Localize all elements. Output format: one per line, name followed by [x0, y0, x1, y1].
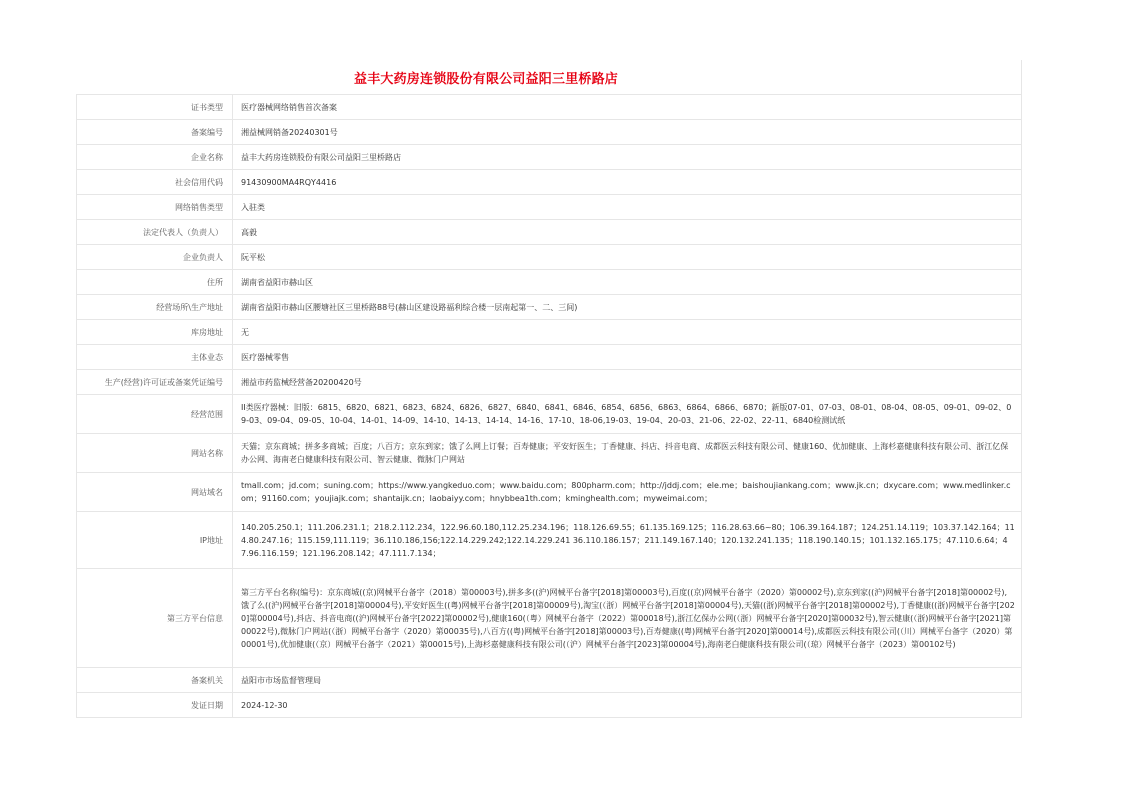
row-value: 2024-12-30: [233, 693, 1022, 718]
row-certificate-type: [77, 95, 1022, 120]
row-label: 经营场所\生产地址: [77, 295, 233, 320]
row-label: 网络销售类型: [77, 195, 233, 220]
row-label: 经营范围: [77, 395, 233, 434]
row-label: 企业名称: [77, 145, 233, 170]
row-label: 住所: [77, 270, 233, 295]
row-value: 入驻类: [233, 195, 1022, 220]
row-value: tmall.com；jd.com；suning.com；https://www.yangkeduo.com；www.baidu.com；800pharm.com；http://jddj.com；ele.me；baishoujiankang.com；www.jk.cn；dxycare.com；www.medlinker.com；91160.com；youjiajk.com；shantaijk.cn；laobaiyy.com；hnybbea1th.com；kminghealth.com；myweimai.com；: [233, 473, 1022, 512]
row-label: 备案编号: [77, 120, 233, 145]
row-value: 湖南省益阳市赫山区: [233, 270, 1022, 295]
row-label: 法定代表人（负责人）: [77, 220, 233, 245]
row-credit-code: [77, 170, 1022, 195]
row-business-address: [77, 295, 1022, 320]
row-website-domains: [77, 473, 1022, 512]
row-label: 社会信用代码: [77, 170, 233, 195]
row-record-authority: [77, 668, 1022, 693]
row-label: 网站名称: [77, 434, 233, 473]
row-label: IP地址: [77, 512, 233, 569]
row-value: II类医疗器械：旧版：6815、6820、6821、6823、6824、6826、6827、6840、6841、6846、6854、6856、6863、6864、6866、6870；新版07-01、07-03、08-01、08-04、08-05、09-01、09-02、09-03、09-04、09-05、10-04、14-01、14-09、14-10、14-13、14-14、14-16、17-10、18-06,19-03、19-04、20-03、21-06、22-02、22-11、6840检测试纸: [233, 395, 1022, 434]
row-value: 91430900MA4RQY4416: [233, 170, 1022, 195]
row-value: 医疗器械零售: [233, 345, 1022, 370]
info-table: [76, 94, 1022, 718]
row-residence: [77, 270, 1022, 295]
row-third-party-platforms: [77, 569, 1022, 668]
row-value: 第三方平台名称(编号)：京东商城((京)网械平台备字（2018）第00003号),拼多多((沪)网械平台备字[2018]第00003号),百度((京)网械平台备字（2020）第00002号),京东到家((沪)网械平台备字[2018]第00002号),饿了么((沪)网械平台备字[2018]第00004号),平安好医生((粤)网械平台备字[2018]第00009号),淘宝(（浙）网械平台备字[2018]第00004号),天猫((浙)网械平台备字[2018]第00002号),丁香健康((浙)网械平台备字[2020]第00004号),抖店、抖音电商((沪)网械平台备字[2022]第00002号),健康160(（粤）网械平台备字（2022）第00018号),浙江亿保办公网(（浙）网械平台备字[2020]第00032号),智云健康(（浙)网械平台备字[2021]第00022号),微脉门户网站(（浙）网械平台备字（2020）第00035号),八百方((粤)网械平台备字[2018]第00003号),百寿健康((粤)网械平台备字[2020]第00014号),成都医云科技有限公司(（川）网械平台备字（2020）第00001号),优加健康(（京）网械平台备字（2021）第00015号),上海杉嘉健康科技有限公司(（沪）网械平台备字[2023]第00004号),海南老白健康科技有限公司(（琼）网械平台备字（2023）第00102号): [233, 569, 1022, 668]
row-legal-representative: [77, 220, 1022, 245]
row-warehouse-address: [77, 320, 1022, 345]
row-label: 备案机关: [77, 668, 233, 693]
row-value: 无: [233, 320, 1022, 345]
row-value: 阮平松: [233, 245, 1022, 270]
row-value: 湘益市药监械经营备20200420号: [233, 370, 1022, 395]
row-value: 湘益械网销备20240301号: [233, 120, 1022, 145]
row-value: 高毅: [233, 220, 1022, 245]
title-row: [76, 60, 1022, 94]
row-business-format: [77, 345, 1022, 370]
row-record-number: [77, 120, 1022, 145]
row-label: 证书类型: [77, 95, 233, 120]
row-issue-date: [77, 693, 1022, 718]
row-value: 天猫；京东商城；拼多多商城；百度；八百方；京东到家；饿了么网上订餐；百寿健康；平安好医生；丁香健康、抖店、抖音电商、成都医云科技有限公司、健康160、优加健康、上海杉嘉健康科技有限公司、浙江亿保办公网、海南老白健康科技有限公司、智云健康、微脉门户网站: [233, 434, 1022, 473]
row-value: 湖南省益阳市赫山区腰塘社区三里桥路88号(赫山区建设路福利综合楼一层南起第一、二、三间): [233, 295, 1022, 320]
row-ip-addresses: [77, 512, 1022, 569]
row-label: 网站域名: [77, 473, 233, 512]
row-label: 库房地址: [77, 320, 233, 345]
row-label: 第三方平台信息: [77, 569, 233, 668]
row-label: 主体业态: [77, 345, 233, 370]
row-value: 140.205.250.1；111.206.231.1；218.2.112.234，122.96.60.180,112.25.234.196；118.126.69.55；61.135.169.125；116.28.63.66~80；106.39.164.187；124.251.14.119；103.37.142.164；114.80.247.16；115.159,111.119；36.110.186,156;122.14.229.242;122.14.229.241 36.110.186.157；211.149.167.140；120.132.241.135；118.190.140.15；101.132.165.175；47.110.6.64；47.96.116.159；121.196.208.142；47.111.7.134；: [233, 512, 1022, 569]
row-sales-type: [77, 195, 1022, 220]
row-company-head: [77, 245, 1022, 270]
row-label: 企业负责人: [77, 245, 233, 270]
row-value: 益阳市市场监督管理局: [233, 668, 1022, 693]
row-business-scope: [77, 395, 1022, 434]
row-value: 医疗器械网络销售首次备案: [233, 95, 1022, 120]
row-label: 发证日期: [77, 693, 233, 718]
row-label: 生产(经营)许可证或备案凭证编号: [77, 370, 233, 395]
row-company-name: [77, 145, 1022, 170]
certificate-sheet: [76, 60, 1022, 722]
row-license-number: [77, 370, 1022, 395]
row-website-names: [77, 434, 1022, 473]
row-value: 益丰大药房连锁股份有限公司益阳三里桥路店: [233, 145, 1022, 170]
page-title: 益丰大药房连锁股份有限公司益阳三里桥路店: [354, 72, 619, 87]
